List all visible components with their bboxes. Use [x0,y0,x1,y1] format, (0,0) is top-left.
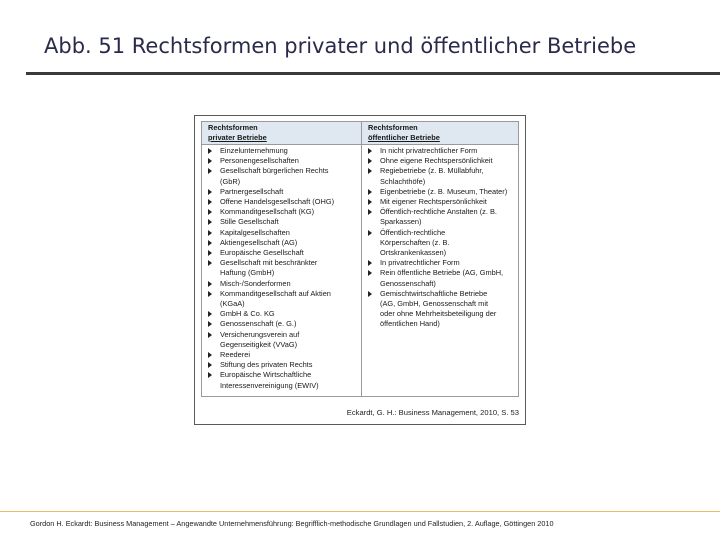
private-form-item [207,279,359,289]
private-form-item-continuation: Gegenseitigkeit (VVaG) [220,339,298,349]
public-form-item-continuation: Schlachthöfe) [380,176,426,186]
bullet-arrow-icon [208,168,212,174]
private-form-item [207,319,359,329]
public-form-item-text: Mit eigener Rechtspersönlichkeit [380,197,487,207]
public-form-item [367,156,516,166]
private-form-item-continuation: Haftung (GmbH) [220,268,275,278]
private-form-item [207,156,359,166]
private-form-item-continuation: (GbR) [220,176,241,186]
private-form-item-text: Partnergesellschaft [220,186,284,196]
public-form-item [367,187,516,197]
bullet-arrow-icon [368,230,372,236]
bullet-arrow-icon [368,158,372,164]
private-form-item [207,228,359,238]
bullet-arrow-icon [208,332,212,338]
table-body [202,145,518,397]
bullet-arrow-icon [208,362,212,368]
private-form-item [207,289,359,299]
public-form-item-continuation: Sparkassen) [380,217,422,227]
private-form-item [207,360,359,370]
private-form-item [207,146,359,156]
bullet-arrow-icon [368,199,372,205]
header-public [362,122,518,144]
public-form-item [367,207,516,217]
footer-citation: Gordon H. Eckardt: Business Management – Angewandte Unternehmensführung: Begrifflich-methodische Grundlagen und Fallstudien, 2. Auflage, Göttingen 2010 [30,519,554,528]
footer-divider [0,511,720,512]
private-form-item-text: Europäische Gesellschaft [220,248,304,258]
public-form-item [367,289,516,299]
private-form-item [207,330,359,340]
public-form-item-continuation: öffentlichen Hand) [380,319,440,329]
private-form-item [207,207,359,217]
title-divider [26,72,720,75]
public-forms-column [362,145,518,397]
public-form-item-continuation: Körperschaften (z. B. [380,237,450,247]
figure-image [194,115,526,425]
private-form-item [207,238,359,248]
public-form-item-continuation: oder ohne Mehrheitsbeteiligung der [380,309,497,319]
private-form-item-text: Aktiengesellschaft (AG) [220,237,298,247]
private-form-item-text: Reederei [220,350,250,360]
bullet-arrow-icon [208,240,212,246]
bullet-arrow-icon [208,199,212,205]
bullet-arrow-icon [368,270,372,276]
figure-source: Eckardt, G. H.: Business Management, 2010, S. 53 [346,408,519,417]
private-form-item-text: Kommanditgesellschaft (KG) [220,207,315,217]
public-form-item [367,258,516,268]
bullet-arrow-icon [208,148,212,154]
private-form-item-text: Genossenschaft (e. G.) [220,319,297,329]
public-form-item [367,146,516,156]
public-form-item-text: Regiebetriebe (z. B. Müllabfuhr, [380,166,484,176]
private-form-item-continuation: (KGaA) [220,299,245,309]
public-form-item-text: In nicht privatrechtlicher Form [380,146,478,155]
bullet-arrow-icon [208,281,212,287]
public-form-item-text: Öffentlich-rechtliche Anstalten (z. B. [380,207,497,217]
legal-forms-table [201,121,519,397]
public-form-item-continuation: (AG, GmbH, Genossenschaft mit [380,299,489,309]
private-form-item-text: Personengesellschaften [220,156,299,166]
private-form-item [207,197,359,207]
private-forms-column [202,145,362,397]
header-private [202,122,362,144]
bullet-arrow-icon [208,158,212,164]
bullet-arrow-icon [208,352,212,358]
public-form-item [367,166,516,176]
bullet-arrow-icon [208,311,212,317]
bullet-arrow-icon [368,189,372,195]
bullet-arrow-icon [208,372,212,378]
bullet-arrow-icon [368,291,372,297]
bullet-arrow-icon [208,230,212,236]
public-form-item-text: In privatrechtlicher Form [380,258,460,268]
public-form-item-text: Gemischtwirtschaftliche Betriebe [380,288,488,298]
private-form-item [207,370,359,380]
bullet-arrow-icon [208,260,212,266]
private-form-item-continuation: Interessenvereinigung (EWIV) [220,380,319,390]
bullet-arrow-icon [368,260,372,266]
public-form-item-text: Eigenbetriebe (z. B. Museum, Theater) [380,186,508,196]
bullet-arrow-icon [208,219,212,225]
private-form-item-text: Kommanditgesellschaft auf Aktien [220,288,331,298]
private-form-item-text: Europäische Wirtschaftliche [220,370,312,380]
public-form-item-text: Ohne eigene Rechtspersönlichkeit [380,156,493,166]
private-form-item [207,309,359,319]
private-form-item-text: Misch-/Sonderformen [220,278,291,288]
private-form-item-text: Gesellschaft mit beschränkter [220,258,318,268]
slide-title: Abb. 51 Rechtsformen privater und öffentlicher Betriebe [44,34,637,58]
public-form-item-continuation: Genossenschaft) [380,278,436,288]
header-private-line1: Rechtsformen [208,123,258,132]
private-form-item-text: Gesellschaft bürgerlichen Rechts [220,166,329,176]
public-form-item [367,268,516,278]
private-form-item [207,217,359,227]
private-form-item [207,258,359,268]
header-private-line2: privater Betriebe [208,133,267,142]
bullet-arrow-icon [368,148,372,154]
bullet-arrow-icon [208,209,212,215]
private-form-item-text: Stille Gesellschaft [220,217,279,227]
header-public-line2: öffentlicher Betriebe [368,133,440,142]
private-form-item-text: Versicherungsverein auf [220,329,300,339]
header-public-line1: Rechtsformen [368,123,418,132]
bullet-arrow-icon [208,321,212,327]
private-form-item [207,350,359,360]
public-form-item-text: Rein öffentliche Betriebe (AG, GmbH, [380,268,504,278]
private-form-item-text: GmbH & Co. KG [220,309,275,319]
bullet-arrow-icon [208,291,212,297]
private-form-item [207,187,359,197]
private-form-item-text: Stiftung des privaten Rechts [220,360,313,370]
private-form-item-text: Einzelunternehmung [220,146,288,155]
public-form-item [367,197,516,207]
bullet-arrow-icon [208,189,212,195]
table-header [202,122,518,145]
bullet-arrow-icon [368,209,372,215]
public-form-item-continuation: Ortskrankenkassen) [380,248,447,258]
bullet-arrow-icon [208,250,212,256]
public-form-item [367,228,516,238]
public-form-item-text: Öffentlich-rechtliche [380,227,446,237]
private-form-item [207,166,359,176]
private-form-item [207,248,359,258]
bullet-arrow-icon [368,168,372,174]
private-form-item-text: Kapitalgesellschaften [220,227,290,237]
private-form-item-text: Offene Handelsgesellschaft (OHG) [220,197,335,207]
